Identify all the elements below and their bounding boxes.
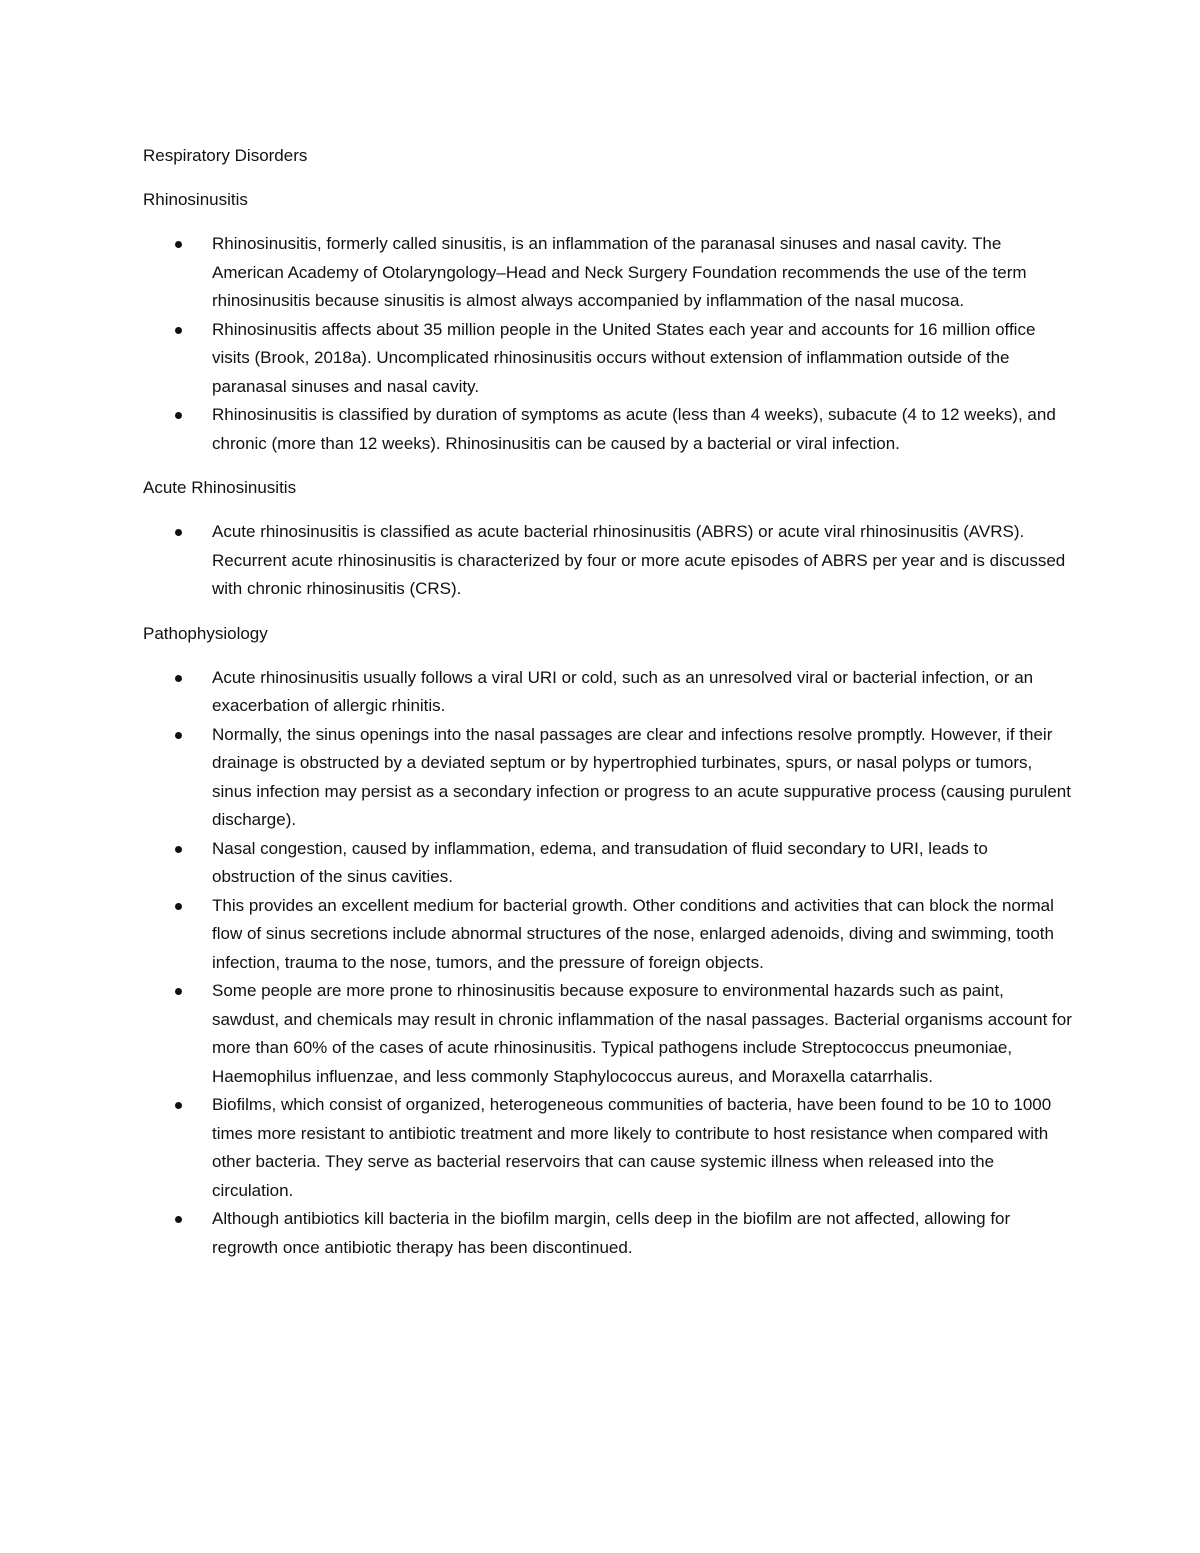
list-item	[143, 230, 1073, 316]
list-item-text: Acute rhinosinusitis usually follows a viral URI or cold, such as an unresolved viral or bacterial infection, or an exacerbation of allergic rhinitis.	[212, 667, 1034, 715]
bullet-list	[143, 230, 1073, 458]
bullet-list	[143, 518, 1073, 604]
list-item-text: Acute rhinosinusitis is classified as acute bacterial rhinosinusitis (ABRS) or acute viral rhinosinusitis (AVRS). Recurrent acute rhinosinusitis is characterized by four or more acute episodes of ABRS per year and is discussed with chronic rhinosinusitis (CRS).	[212, 522, 1066, 598]
list-item-text: Rhinosinusitis is classified by duration of symptoms as acute (less than 4 weeks), subacute (4 to 12 weeks), and chronic (more than 12 weeks). Rhinosinusitis can be caused by a bacterial or viral infection.	[212, 405, 1056, 453]
bullet-icon	[175, 903, 182, 910]
list-item-text: Some people are more prone to rhinosinusitis because exposure to environmental hazards such as paint, sawdust, and chemicals may result in chronic inflammation of the nasal passages. Bacterial organisms account for more than 60% of the cases of acute rhinosinusitis. Typical pathogens include Streptococcus pneumoniae, Haemophilus influenzae, and less commonly Staphylococcus aureus, and Moraxella catarrhalis.	[212, 981, 1072, 1086]
document-title: Respiratory Disorders	[143, 146, 308, 165]
bullet-icon	[175, 327, 182, 334]
list-item	[143, 977, 1073, 1091]
bullet-icon	[175, 1102, 182, 1109]
bullet-icon	[175, 412, 182, 419]
list-item-text: This provides an excellent medium for bacterial growth. Other conditions and activities that can block the normal flow of sinus secretions include abnormal structures of the nose, enlarged adenoids, diving and swimming, tooth infection, trauma to the nose, tumors, and the pressure of foreign objects.	[212, 895, 1054, 972]
list-item	[143, 835, 1073, 892]
bullet-icon	[175, 1216, 182, 1223]
list-item-text: Although antibiotics kill bacteria in the biofilm margin, cells deep in the biofilm are not affected, allowing for regrowth once antibiotic therapy has been discontinued.	[212, 1209, 1011, 1257]
bullet-icon	[175, 675, 182, 682]
section-heading: Pathophysiology	[143, 623, 268, 643]
list-item-text: Rhinosinusitis, formerly called sinusitis, is an inflammation of the paranasal sinuses and nasal cavity. The American Academy of Otolaryngology–Head and Neck Surgery Foundation recommends the use of the term rhinosinusitis because sinusitis is almost always accompanied by inflammation of the nasal mucosa.	[212, 234, 1027, 310]
section-pathophysiology	[143, 620, 1073, 1263]
section-acute-rhinosinusitis	[143, 474, 1073, 604]
list-item	[143, 518, 1073, 604]
list-item-text: Normally, the sinus openings into the nasal passages are clear and infections resolve promptly. However, if their drainage is obstructed by a deviated septum or by hypertrophied turbinates, spurs, or nasal polyps or tumors, sinus infection may persist as a secondary infection or progress to an acute suppurative process (causing purulent discharge).	[212, 724, 1071, 829]
section-rhinosinusitis	[143, 186, 1073, 458]
list-item-text: Biofilms, which consist of organized, heterogeneous communities of bacteria, have been found to be 10 to 1000 times more resistant to antibiotic treatment and more likely to contribute to host resistance when compared with other bacteria. They serve as bacterial reservoirs that can cause systemic illness when released into the circulation.	[212, 1095, 1052, 1200]
list-item	[143, 1205, 1073, 1262]
section-heading: Rhinosinusitis	[143, 190, 248, 209]
list-item	[143, 316, 1073, 402]
bullet-icon	[175, 241, 182, 248]
list-item	[143, 721, 1073, 835]
bullet-icon	[175, 846, 182, 853]
list-item-text: Nasal congestion, caused by inflammation, edema, and transudation of fluid secondary to URI, leads to obstruction of the sinus cavities.	[212, 838, 988, 886]
bullet-icon	[175, 529, 182, 536]
bullet-list	[143, 664, 1073, 1263]
list-item-text: Rhinosinusitis affects about 35 million people in the United States each year and accounts for 16 million office visits (Brook, 2018a). Uncomplicated rhinosinusitis occurs without extension of inflammation outside of the paranasal sinuses and nasal cavity.	[212, 319, 1036, 396]
list-item	[143, 401, 1073, 458]
list-item	[143, 1091, 1073, 1205]
section-heading: Acute Rhinosinusitis	[143, 478, 297, 497]
bullet-icon	[175, 732, 182, 739]
list-item	[143, 664, 1073, 721]
document-page	[143, 142, 1073, 1278]
bullet-icon	[175, 988, 182, 995]
list-item	[143, 892, 1073, 978]
